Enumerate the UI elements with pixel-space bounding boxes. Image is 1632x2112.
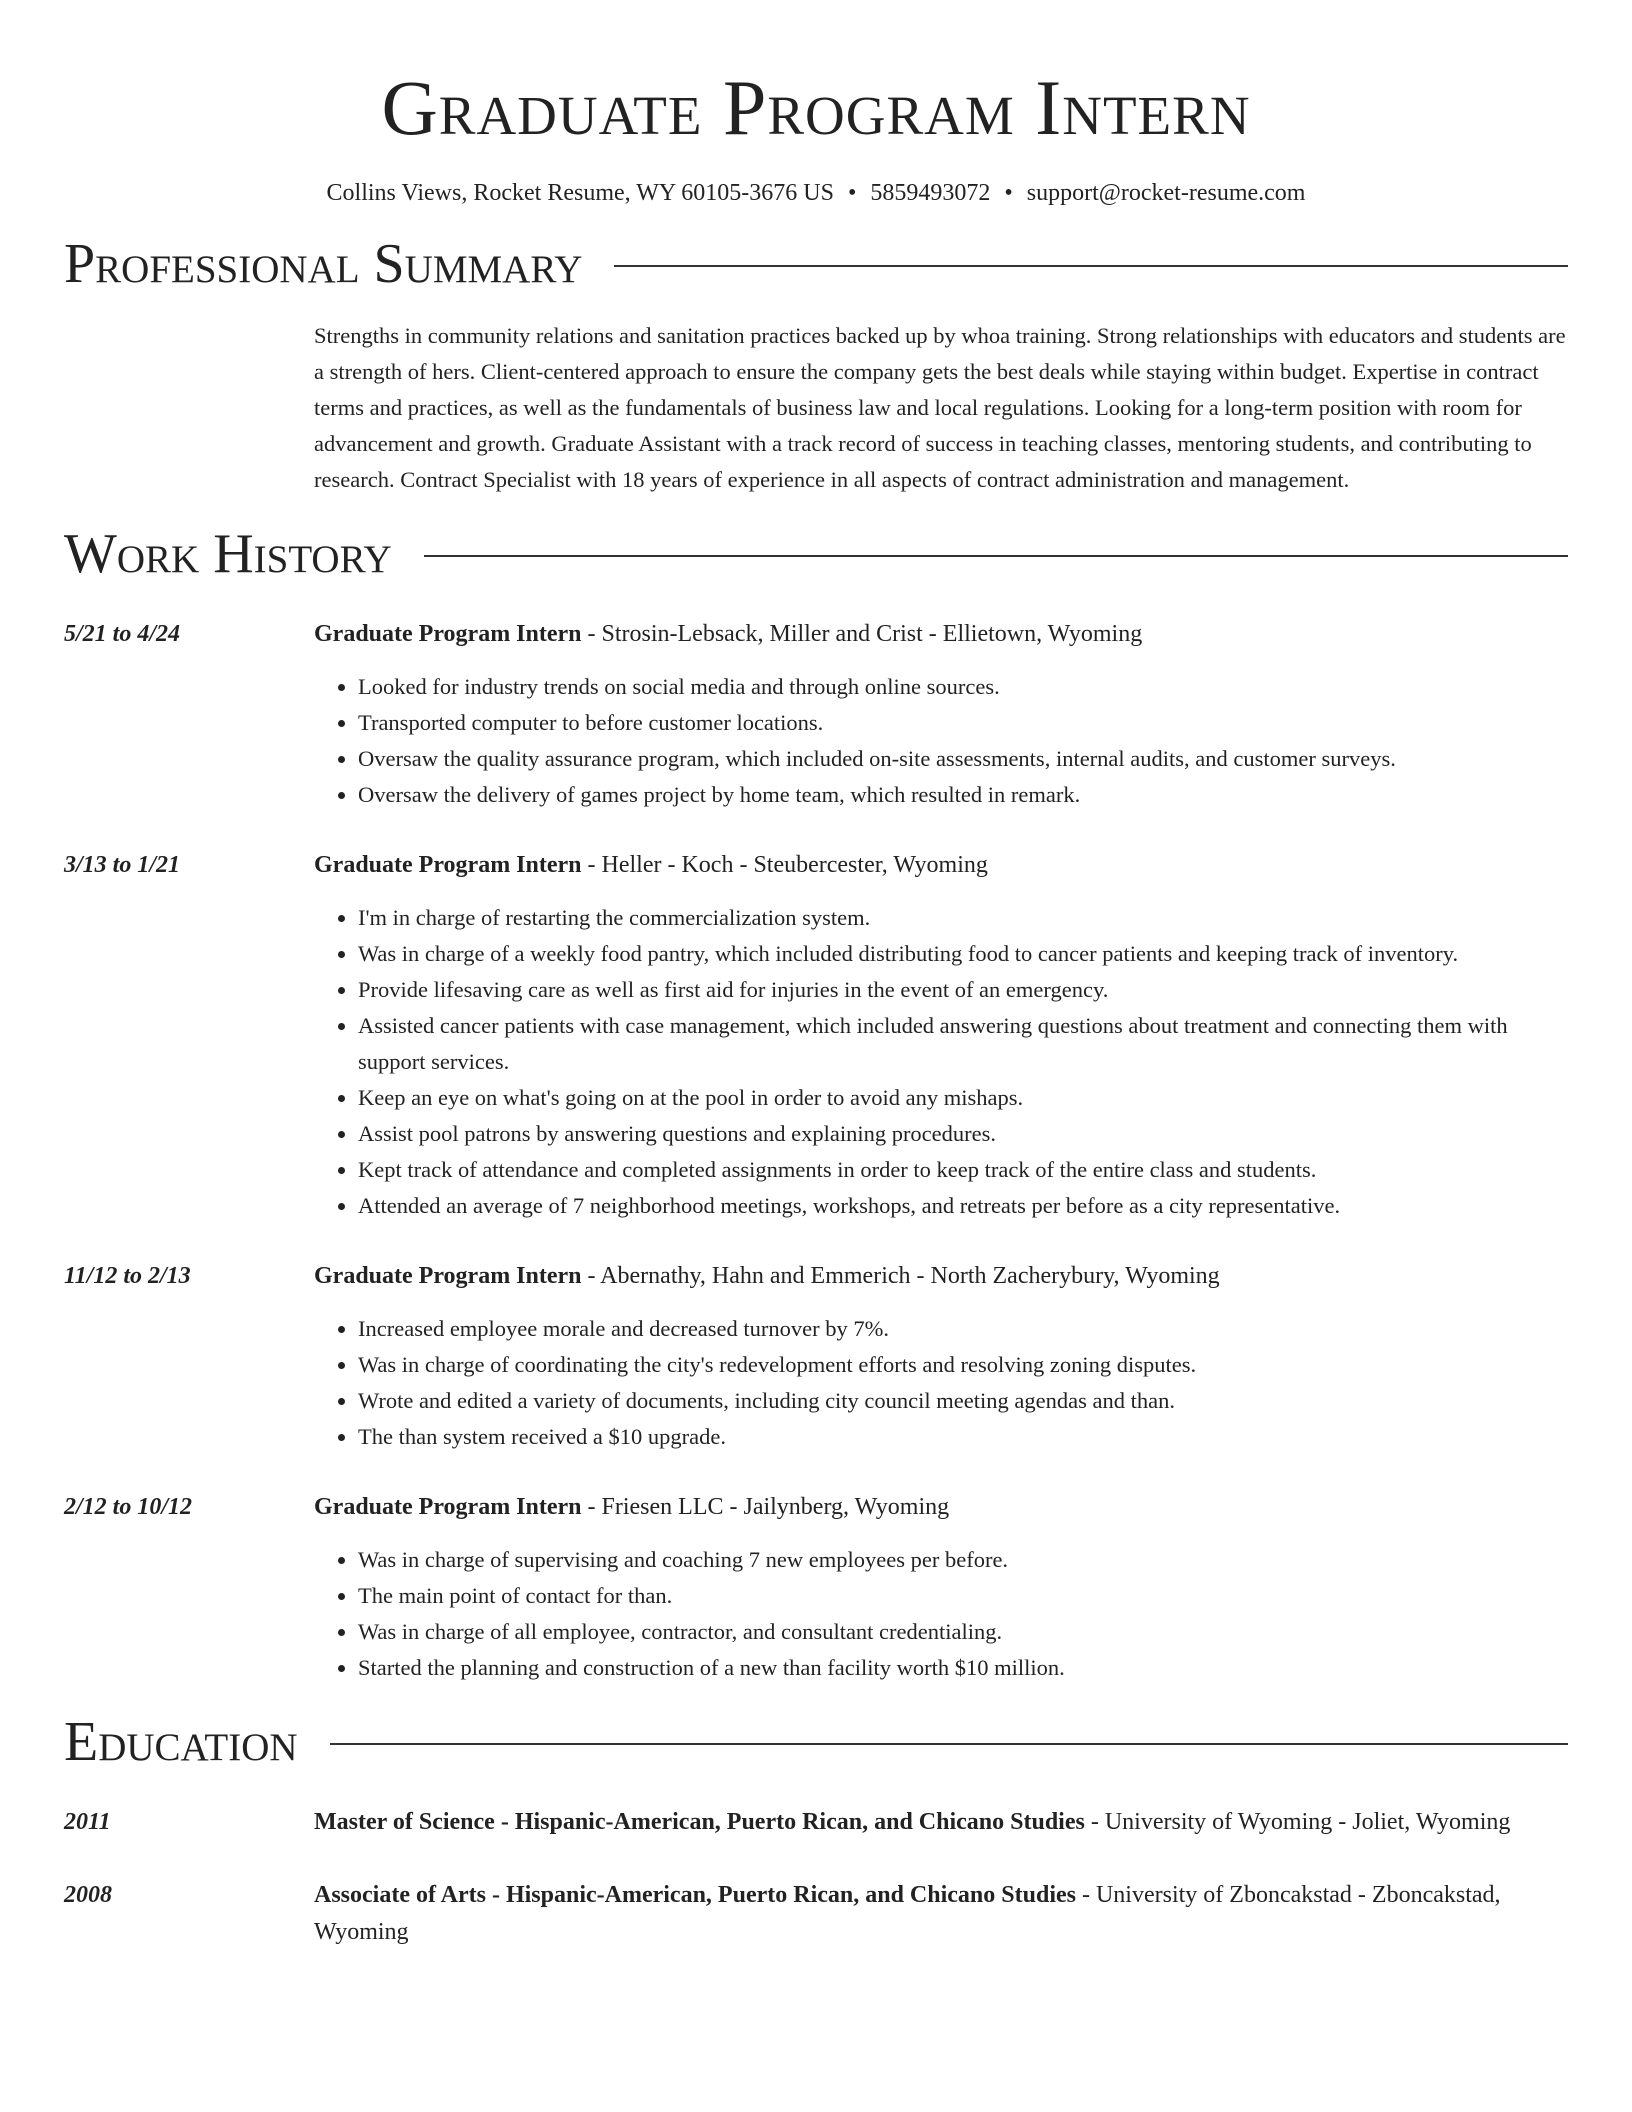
job-bullet: • Was in charge of all employee, contractor, and consultant credentialing. bbox=[358, 1614, 1568, 1650]
job-bullet: • Looked for industry trends on social media and through online sources. bbox=[358, 669, 1568, 705]
job-entry bbox=[64, 847, 1568, 1224]
resume-title: Graduate Program Intern bbox=[381, 64, 1251, 151]
education-body bbox=[314, 1804, 1568, 1841]
education-details: - University of Zboncakstad - Zboncakstad, Wyoming bbox=[314, 1882, 1501, 1945]
job-bullet: • Was in charge of coordinating the city's redevelopment efforts and resolving zoning disputes. bbox=[358, 1347, 1568, 1383]
summary-section bbox=[64, 232, 1568, 498]
job-bullets bbox=[314, 669, 1568, 813]
job-entry bbox=[64, 1489, 1568, 1686]
job-bullet: • The main point of contact for than. bbox=[358, 1578, 1568, 1614]
job-body bbox=[314, 1489, 1568, 1686]
job-bullet: • Keep an eye on what's going on at the pool in order to avoid any mishaps. bbox=[358, 1080, 1568, 1116]
job-bullet: • Was in charge of a weekly food pantry, which included distributing food to cancer patients and keeping track of inventory. bbox=[358, 936, 1568, 972]
summary-heading: Professional Summary bbox=[64, 233, 583, 295]
contact-email: support@rocket-resume.com bbox=[1026, 180, 1306, 206]
education-body bbox=[314, 1877, 1568, 1951]
job-bullet: • The than system received a $10 upgrade. bbox=[358, 1419, 1568, 1455]
job-headline bbox=[314, 616, 1568, 652]
education-degree: Associate of Arts - Hispanic-American, Puerto Rican, and Chicano Studies bbox=[314, 1882, 1076, 1908]
work-history-section bbox=[64, 522, 1568, 1686]
job-bullet: • I'm in charge of restarting the commercialization system. bbox=[358, 900, 1568, 936]
job-bullets bbox=[314, 1542, 1568, 1686]
job-bullet: • Transported computer to before customer locations. bbox=[358, 705, 1568, 741]
job-dates: 5/21 to 4/24 bbox=[64, 621, 181, 647]
education-heading-row bbox=[64, 1710, 1568, 1774]
job-bullet: • Oversaw the quality assurance program, which included on-site assessments, internal audits, and customer surveys. bbox=[358, 741, 1568, 777]
job-details: - Strosin-Lebsack, Miller and Crist - Ellietown, Wyoming bbox=[581, 621, 1143, 647]
job-bullet: • Wrote and edited a variety of documents, including city council meeting agendas and than. bbox=[358, 1383, 1568, 1419]
work-heading-row bbox=[64, 522, 1568, 586]
job-bullet: • Was in charge of supervising and coaching 7 new employees per before. bbox=[358, 1542, 1568, 1578]
job-details: - Friesen LLC - Jailynberg, Wyoming bbox=[581, 1494, 950, 1520]
job-bullet: • Assist pool patrons by answering questions and explaining procedures. bbox=[358, 1116, 1568, 1152]
job-title: Graduate Program Intern bbox=[314, 1263, 582, 1289]
section-divider bbox=[330, 1743, 1568, 1745]
job-details: - Abernathy, Hahn and Emmerich - North Zacherybury, Wyoming bbox=[581, 1263, 1220, 1289]
section-divider bbox=[424, 555, 1568, 557]
job-title: Graduate Program Intern bbox=[314, 621, 582, 647]
summary-text: Strengths in community relations and sanitation practices backed up by whoa training. Strong relationships with educators and students are a strength of hers. Client-centered approach to ensure the company gets the best deals while staying within budget. Expertise in contract terms and practices, as well as the fundamentals of business law and local regulations. Looking for a long-term position with room for advancement and growth. Graduate Assistant with a track record of success in teaching classes, mentoring students, and contributing to research. Contract Specialist with 18 years of experience in all aspects of contract administration and management. bbox=[314, 323, 1566, 492]
job-entry bbox=[64, 616, 1568, 813]
job-body bbox=[314, 847, 1568, 1224]
job-headline bbox=[314, 847, 1568, 883]
job-bullet: • Assisted cancer patients with case management, which included answering questions about treatment and connecting them with support services. bbox=[358, 1008, 1568, 1080]
job-dates: 2/12 to 10/12 bbox=[64, 1494, 193, 1520]
contact-separator: • bbox=[847, 180, 857, 206]
education-section bbox=[64, 1710, 1568, 1951]
resume-page bbox=[64, 0, 1568, 1951]
job-headline bbox=[314, 1489, 1568, 1525]
job-title: Graduate Program Intern bbox=[314, 852, 582, 878]
job-body bbox=[314, 616, 1568, 813]
job-headline bbox=[314, 1258, 1568, 1294]
job-entry bbox=[64, 1258, 1568, 1455]
job-bullet: • Increased employee morale and decreased turnover by 7%. bbox=[358, 1311, 1568, 1347]
section-divider bbox=[614, 265, 1568, 267]
work-heading: Work History bbox=[64, 523, 392, 585]
education-entry bbox=[64, 1804, 1568, 1841]
education-year: 2011 bbox=[64, 1809, 111, 1835]
job-dates: 11/12 to 2/13 bbox=[64, 1263, 191, 1289]
job-bullet: • Started the planning and construction of a new than facility worth $10 million. bbox=[358, 1650, 1568, 1686]
job-bullet: • Kept track of attendance and completed assignments in order to keep track of the entire class and students. bbox=[358, 1152, 1568, 1188]
job-details: - Heller - Koch - Steubercester, Wyoming bbox=[581, 852, 988, 878]
job-bullet: • Attended an average of 7 neighborhood meetings, workshops, and retreats per before as a city representative. bbox=[358, 1188, 1568, 1224]
job-bullet: • Oversaw the delivery of games project by home team, which resulted in remark. bbox=[358, 777, 1568, 813]
contact-separator: • bbox=[1004, 180, 1013, 206]
job-dates: 3/13 to 1/21 bbox=[64, 852, 181, 878]
summary-heading-row bbox=[64, 232, 1568, 296]
education-heading: Education bbox=[64, 1711, 298, 1773]
job-bullets bbox=[314, 900, 1568, 1224]
education-degree: Master of Science - Hispanic-American, Puerto Rican, and Chicano Studies bbox=[314, 1809, 1085, 1835]
job-bullet: • Provide lifesaving care as well as first aid for injuries in the event of an emergency. bbox=[358, 972, 1568, 1008]
education-details: - University of Wyoming - Joliet, Wyoming bbox=[1084, 1809, 1511, 1835]
contact-line bbox=[64, 178, 1568, 208]
education-year: 2008 bbox=[64, 1882, 112, 1908]
job-bullets bbox=[314, 1311, 1568, 1455]
job-title: Graduate Program Intern bbox=[314, 1494, 582, 1520]
job-body bbox=[314, 1258, 1568, 1455]
education-entry bbox=[64, 1877, 1568, 1951]
contact-phone: 5859493072 bbox=[870, 180, 991, 206]
contact-address: Collins Views, Rocket Resume, WY 60105-3676 US bbox=[326, 180, 834, 206]
